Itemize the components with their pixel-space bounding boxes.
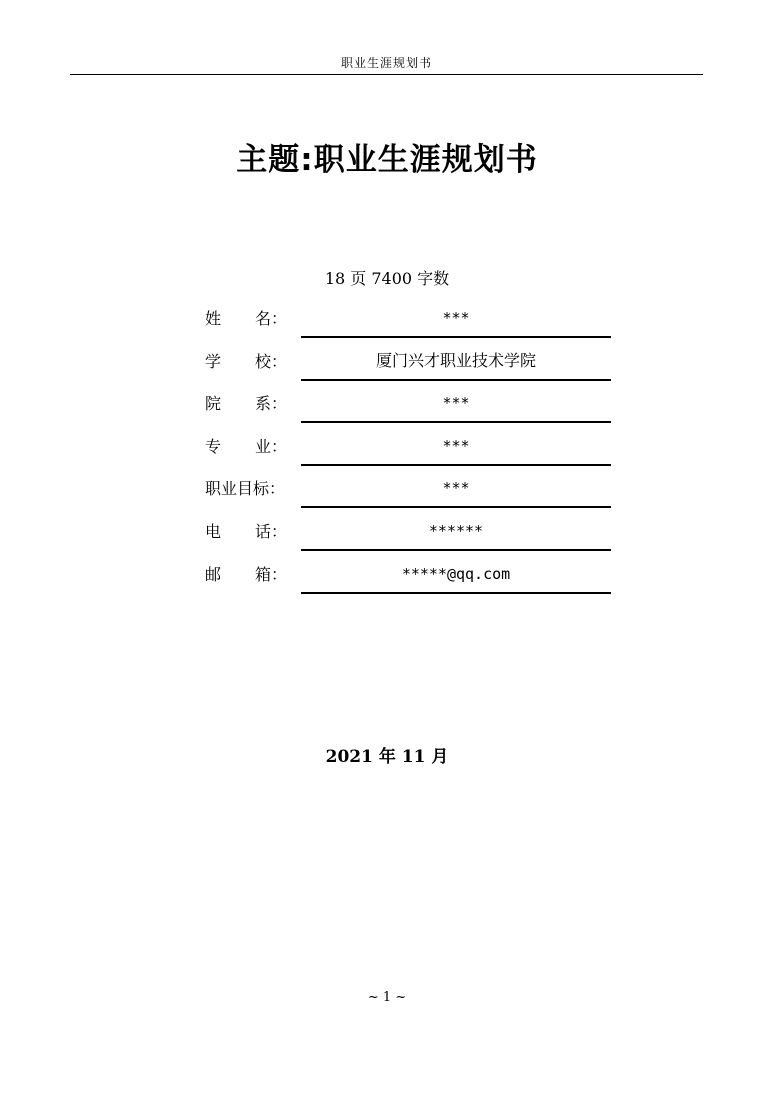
info-label: 专 业： <box>205 436 287 456</box>
info-value-name: *** <box>301 296 611 338</box>
info-label: 电 话： <box>205 521 287 541</box>
info-label: 姓 名： <box>205 309 287 328</box>
document-title: 主题:职业生涯规划书 <box>236 142 538 178</box>
info-label: 院 系： <box>205 394 287 414</box>
page-header <box>70 52 703 75</box>
info-value-department: *** <box>301 381 611 423</box>
info-row-name <box>205 296 611 339</box>
info-label: 职业目标： <box>205 479 286 499</box>
info-row-email <box>205 552 611 595</box>
info-row-career-goal <box>205 466 611 509</box>
info-row-department <box>205 381 611 424</box>
info-value-phone: ****** <box>301 509 611 551</box>
info-value-school: 厦门兴才职业技术学院 <box>301 339 611 381</box>
info-value-major: *** <box>301 424 611 466</box>
document-date: 2021 年 11 月 <box>325 747 449 767</box>
page-number: ~ 1 ~ <box>367 990 407 1005</box>
info-value-email: *****@qq.com <box>301 552 611 594</box>
info-label: 邮 箱： <box>205 564 287 584</box>
info-row-phone <box>205 509 611 552</box>
header-text: 职业生涯规划书 <box>340 56 432 70</box>
info-row-major <box>205 424 611 467</box>
info-table <box>205 296 611 594</box>
page-word-count: 18 页 7400 字数 <box>324 269 450 288</box>
info-label: 学 校： <box>205 351 287 371</box>
info-row-school <box>205 339 611 382</box>
info-value-career-goal: *** <box>301 466 611 508</box>
